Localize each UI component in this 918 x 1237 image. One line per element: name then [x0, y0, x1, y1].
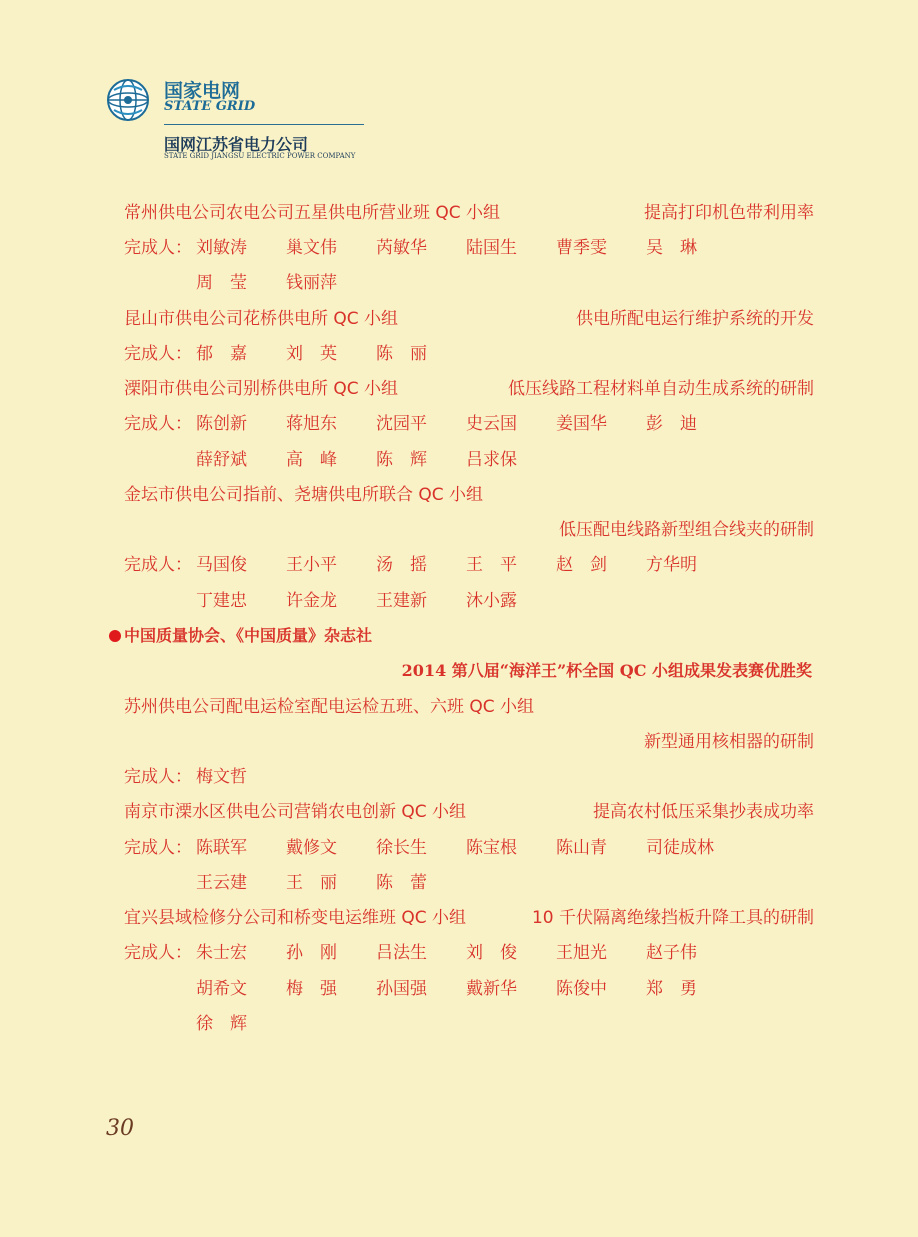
- member-name: 朱士宏: [196, 943, 247, 963]
- project-title: 提高农村低压采集抄表成功率: [593, 802, 814, 822]
- member-name: 许金龙: [286, 591, 337, 611]
- members-row: [124, 411, 814, 437]
- member-name: 薛舒斌: [196, 450, 247, 470]
- member-name: 史云国: [466, 414, 517, 434]
- entry-group-row: [124, 799, 814, 825]
- members-label: 完成人：: [124, 414, 192, 434]
- section-organization: 中国质量协会、《中国质量》杂志社: [124, 626, 373, 645]
- group-name: 宜兴县域检修分公司和桥变电运维班 QC 小组: [124, 908, 467, 928]
- member-name: 陈创新: [196, 414, 247, 434]
- member-name: 沈园平: [376, 414, 427, 434]
- member-name: 郑 勇: [646, 979, 697, 999]
- entry-group-row: [124, 482, 814, 508]
- member-name: 汤 摇: [376, 555, 427, 575]
- member-name: 梅文哲: [196, 767, 247, 787]
- member-name: 沐小露: [466, 591, 517, 611]
- members-row: [124, 764, 814, 790]
- member-name: 高 峰: [286, 450, 337, 470]
- state-grid-globe-icon: [106, 78, 150, 122]
- member-name: 陈宝根: [466, 838, 517, 858]
- members-label: 完成人：: [124, 344, 192, 364]
- member-name: 王 平: [466, 555, 517, 575]
- project-title: 低压线路工程材料单自动生成系统的研制: [508, 379, 814, 399]
- member-name: 孙国强: [376, 979, 427, 999]
- member-name: 王 丽: [286, 873, 337, 893]
- members-row: [124, 447, 814, 473]
- member-name: 巢文伟: [286, 238, 337, 258]
- member-name: 钱丽萍: [286, 273, 337, 293]
- page-number: 30: [106, 1116, 134, 1141]
- member-name: 吕求保: [466, 450, 517, 470]
- member-name: 梅 强: [286, 979, 337, 999]
- member-name: 孙 刚: [286, 943, 337, 963]
- members-row: [124, 552, 814, 578]
- member-name: 陈 丽: [376, 344, 427, 364]
- member-name: 王旭光: [556, 943, 607, 963]
- brand-name-en: STATE GRID: [164, 99, 256, 114]
- entry-group-row: [124, 376, 814, 402]
- member-name: 郁 嘉: [196, 344, 247, 364]
- members-row: [124, 588, 814, 614]
- member-name: 芮敏华: [376, 238, 427, 258]
- entry-project-row: [124, 729, 814, 755]
- member-name: 丁建忠: [196, 591, 247, 611]
- entry-group-row: [124, 905, 814, 931]
- member-name: 陈山青: [556, 838, 607, 858]
- members-label: 完成人：: [124, 943, 192, 963]
- member-name: 马国俊: [196, 555, 247, 575]
- entry-group-row: [124, 200, 814, 226]
- member-name: 徐长生: [376, 838, 427, 858]
- member-name: 刘 俊: [466, 943, 517, 963]
- members-label: 完成人：: [124, 838, 192, 858]
- member-name: 徐 辉: [196, 1014, 247, 1034]
- member-name: 姜国华: [556, 414, 607, 434]
- group-name: 昆山市供电公司花桥供电所 QC 小组: [124, 309, 399, 329]
- member-name: 吕法生: [376, 943, 427, 963]
- member-name: 陈俊中: [556, 979, 607, 999]
- member-name: 胡希文: [196, 979, 247, 999]
- member-name: 曹季雯: [556, 238, 607, 258]
- brand-name-cn: 国家电网: [164, 80, 241, 102]
- members-row: [124, 976, 814, 1002]
- members-row: [124, 270, 814, 296]
- member-name: 周 莹: [196, 273, 247, 293]
- member-name: 赵 剑: [556, 555, 607, 575]
- project-title: 10 千伏隔离绝缘挡板升降工具的研制: [531, 908, 814, 928]
- project-title: 新型通用核相器的研制: [644, 732, 814, 752]
- member-name: 王云建: [196, 873, 247, 893]
- section-award: 2014 第八届“海洋王”杯全国 QC 小组成果发表赛优胜奖: [401, 661, 812, 680]
- entry-group-row: [124, 306, 814, 332]
- logo-divider: [164, 124, 364, 125]
- member-name: 吴 琳: [646, 238, 697, 258]
- members-label: 完成人：: [124, 238, 192, 258]
- entry-group-row: [124, 694, 814, 720]
- member-name: 陆国生: [466, 238, 517, 258]
- group-name: 金坛市供电公司指前、尧塘供电所联合 QC 小组: [124, 485, 484, 505]
- member-name: 陈联军: [196, 838, 247, 858]
- members-label: 完成人：: [124, 555, 192, 575]
- member-name: 方华明: [646, 555, 697, 575]
- project-title: 提高打印机色带利用率: [644, 203, 814, 223]
- group-name: 苏州供电公司配电运检室配电运检五班、六班 QC 小组: [124, 697, 535, 717]
- members-row: [124, 341, 814, 367]
- members-row: [124, 870, 814, 896]
- project-title: 低压配电线路新型组合线夹的研制: [559, 520, 814, 540]
- company-name-en: STATE GRID JIANGSU ELECTRIC POWER COMPANY: [164, 152, 356, 160]
- members-row: [124, 835, 814, 861]
- group-name: 溧阳市供电公司别桥供电所 QC 小组: [124, 379, 399, 399]
- member-name: 戴修文: [286, 838, 337, 858]
- member-name: 司徒成林: [646, 838, 714, 858]
- group-name: 常州供电公司农电公司五星供电所营业班 QC 小组: [124, 203, 501, 223]
- member-name: 赵子伟: [646, 943, 697, 963]
- members-row: [124, 1011, 814, 1037]
- member-name: 王建新: [376, 591, 427, 611]
- group-name: 南京市溧水区供电公司营销农电创新 QC 小组: [124, 802, 467, 822]
- member-name: 彭 迪: [646, 414, 697, 434]
- member-name: 王小平: [286, 555, 337, 575]
- member-name: 陈 辉: [376, 450, 427, 470]
- member-name: 蒋旭东: [286, 414, 337, 434]
- members-label: 完成人：: [124, 767, 192, 787]
- project-title: 供电所配电运行维护系统的开发: [576, 309, 814, 329]
- entry-project-row: [124, 517, 814, 543]
- members-row: [124, 940, 814, 966]
- bullet-icon: [109, 630, 121, 642]
- members-row: [124, 235, 814, 261]
- member-name: 戴新华: [466, 979, 517, 999]
- company-name-cn: 国网江苏省电力公司: [164, 135, 309, 154]
- member-name: 陈 蕾: [376, 873, 427, 893]
- member-name: 刘敏涛: [196, 238, 247, 258]
- member-name: 刘 英: [286, 344, 337, 364]
